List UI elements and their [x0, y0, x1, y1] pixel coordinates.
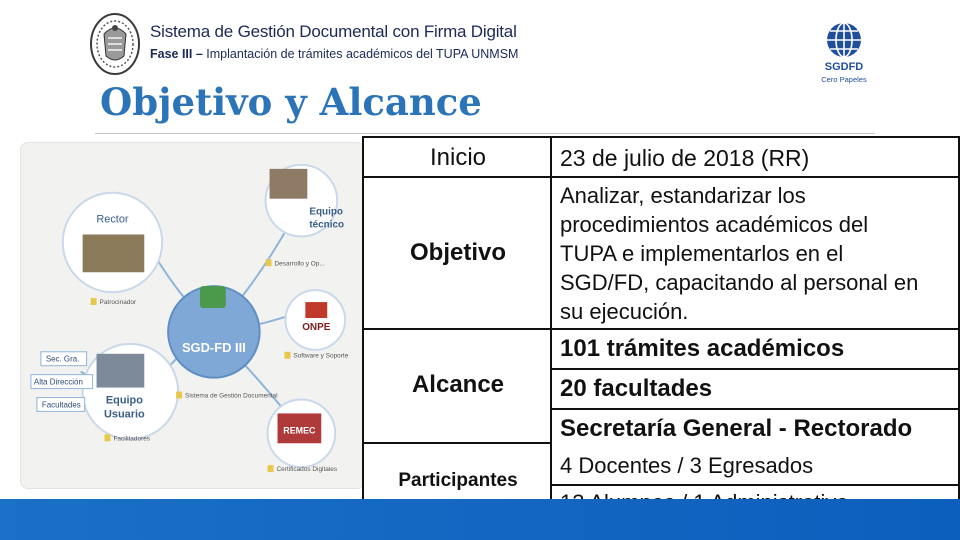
computer-icon: [200, 286, 226, 308]
left-label-alta-direccion: Alta Dirección: [33, 377, 83, 387]
slide-title: Objetivo y Alcance: [100, 80, 482, 124]
row-label-alcance: Alcance: [411, 371, 505, 398]
bottom-accent-bar: [0, 499, 960, 540]
onpe-node: [285, 290, 345, 350]
participantes-docentes: 4 Docentes / 3 Egresados: [560, 452, 814, 478]
equipo-usuario-photo: [97, 354, 145, 388]
equipo-usuario-label-1: Equipo: [105, 394, 143, 407]
sgdfd-logo-name: SGDFD: [824, 61, 864, 73]
rector-photo: [83, 234, 145, 272]
alcance-value-2: [552, 370, 958, 408]
system-title: Sistema de Gestión Documental con Firma Digital: [150, 22, 517, 41]
row-value-objetivo: [552, 178, 958, 328]
note-certificados: Certificados Digitales: [276, 466, 338, 474]
left-label-facultades: Facultades: [41, 400, 81, 410]
row-label-objetivo: Objetivo: [409, 239, 506, 266]
row-label-inicio: Inicio: [429, 144, 487, 171]
remec-label: REMEC: [283, 425, 316, 436]
title-divider: [95, 133, 875, 134]
participantes-value-1: [552, 410, 958, 448]
participantes-value-2: [552, 448, 958, 482]
note-facilitadores: Facilitadores: [113, 435, 151, 443]
objetivo-line-5: su ejecución.: [560, 298, 689, 324]
mindmap-diagram: [20, 142, 365, 489]
note-patrocinador: Patrocinador: [99, 299, 137, 307]
equipo-tecnico-photo: [270, 169, 308, 199]
alcance-tramites: 101 trámites académicos: [560, 335, 845, 362]
objetivo-line-1: Analizar, estandarizar los: [560, 182, 806, 208]
onpe-label: ONPE: [302, 321, 331, 333]
alcance-value-1: [552, 330, 958, 368]
sgdfd-logo-tagline: Cero Papeles: [821, 75, 867, 84]
alcance-facultades: 20 facultades: [560, 375, 713, 402]
onpe-logo-mark: [305, 302, 327, 318]
participantes-secretaria: Secretaría General - Rectorado: [560, 415, 913, 442]
sgdfd-globe-logo: [812, 14, 876, 86]
equipo-usuario-label-2: Usuario: [104, 408, 145, 421]
note-sistema: Sistema de Gestión Documental: [185, 392, 278, 400]
note-desarrollo: Desarrollo y Op...: [274, 260, 325, 268]
phase-description: Implantación de trámites académicos del TUPA UNMSM: [206, 47, 519, 61]
info-table: [362, 136, 960, 520]
objetivo-line-2: procedimientos académicos del: [560, 211, 869, 237]
left-label-sec-gra: Sec. Gra.: [45, 354, 80, 364]
inicio-date: 23 de julio de 2018 (RR): [560, 144, 810, 171]
university-crest-logo: [88, 12, 142, 76]
equipo-tecnico-label-2: técnico: [309, 219, 345, 231]
rector-label: Rector: [96, 213, 129, 226]
note-software: Software y Soporte: [293, 352, 349, 360]
equipo-tecnico-label-1: Equipo: [309, 206, 343, 218]
row-value-inicio: [552, 138, 958, 178]
objetivo-line-4: SGD/FD, capacitando al personal en: [560, 269, 919, 295]
phase-label: Fase III –: [150, 47, 203, 61]
objetivo-line-3: TUPA e implementarlos en el: [560, 240, 844, 266]
mindmap-center-label: SGD-FD III: [181, 339, 246, 355]
row-label-participantes: Participantes: [398, 470, 518, 491]
phase-subtitle: [150, 47, 518, 61]
